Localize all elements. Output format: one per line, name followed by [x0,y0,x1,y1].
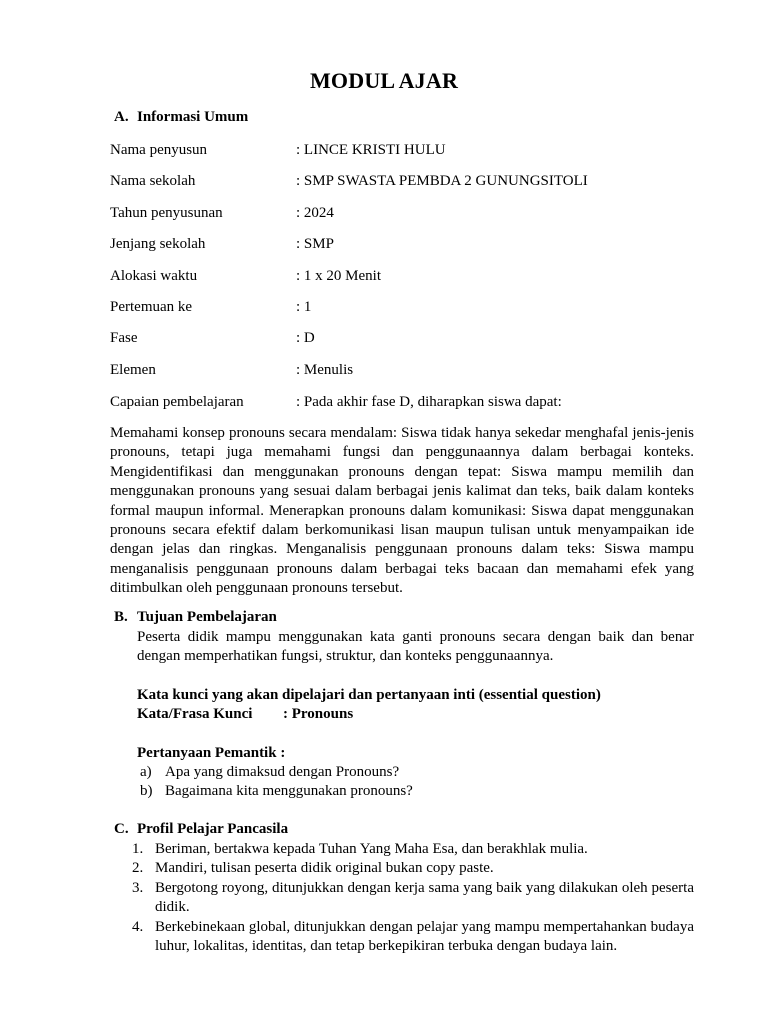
section-b-title: Tujuan Pembelajaran [137,609,277,625]
list-item [128,918,694,957]
list-item [128,859,694,878]
question-item [140,783,413,800]
info-label: Nama penyusun [110,142,208,158]
section-c-heading [114,821,288,838]
info-label: Elemen [110,362,156,378]
info-label: Tahun penyusunan [110,205,223,221]
info-value: : 1 x 20 Menit [296,268,381,284]
info-value: : 2024 [296,205,334,221]
info-value: : Pada akhir fase D, diharapkan siswa dapat: [296,394,562,410]
section-b-heading [114,609,277,626]
list-text: Beriman, bertakwa kepada Tuhan Yang Maha Esa, dan berakhlak mulia. [155,841,588,857]
info-label: Jenjang sekolah [110,236,206,252]
list-item [128,840,694,859]
keyword-heading: Kata kunci yang akan dipelajari dan pertanyaan inti (essential question) [137,687,601,703]
info-label: Alokasi waktu [110,268,198,284]
question-marker: b) [140,783,153,799]
list-text: Bergotong royong, ditunjukkan dengan kerja sama yang baik yang dilakukan oleh peserta didik. [155,879,694,916]
question-marker: a) [140,764,152,780]
list-number: 4. [132,918,144,935]
question-item [140,764,399,781]
info-value: : SMP SWASTA PEMBDA 2 GUNUNGSITOLI [296,173,588,189]
question-text: Bagaimana kita menggunakan pronouns? [165,783,413,799]
info-value: : SMP [296,236,334,252]
tujuan-text: Peserta didik mampu menggunakan kata ganti pronouns secara dengan baik dan benar dengan memperhatikan fungsi, struktur, dan konteks penggunaannya. [137,629,694,665]
section-a-title: Informasi Umum [137,109,249,125]
info-value: : Menulis [296,362,354,378]
keyword-value: : Pronouns [283,706,354,722]
info-label: Capaian pembelajaran [110,394,244,410]
keyword-row [137,706,353,723]
section-a-heading [114,109,248,126]
keyword-label: Kata/Frasa Kunci [137,706,253,722]
info-value: : D [296,330,315,346]
list-number: 2. [132,860,144,877]
list-text: Mandiri, tulisan peserta didik original bukan copy paste. [155,860,494,877]
section-c-title: Profil Pelajar Pancasila [137,821,289,837]
list-number: 1. [132,841,144,857]
list-number: 3. [132,879,144,896]
info-label: Nama sekolah [110,173,196,189]
info-label: Fase [110,330,138,346]
section-b-number: B. [114,609,128,625]
list-text: Berkebinekaan global, ditunjukkan dengan pelajar yang mampu mempertahankan budaya luhur, lokalitas, identitas, dan tetap berkepikiran terbuka dengan budaya lain. [155,918,694,955]
section-c-number: C. [114,821,129,837]
document-title: MODUL AJAR [309,68,459,93]
question-text: Apa yang dimaksud dengan Pronouns? [165,764,400,780]
info-value: : LINCE KRISTI HULU [296,142,446,158]
info-label: Pertemuan ke [110,299,193,315]
list-item [128,879,694,918]
profil-list [128,840,694,956]
capaian-paragraph: Memahami konsep pronouns secara mendalam: Siswa tidak hanya sekedar menghafal jenis-jenis pronouns, tetapi juga memahami fungsi dan penggunaannya dalam berbagai konteks. Mengidentifikasi dan menggunakan pronouns dengan tepat: Siswa mampu memilih dan menggunakan pronouns yang sesuai dalam berbagai jenis kalimat dan teks, baik dalam konteks formal maupun informal. Menerapkan pronouns dalam komunikasi: Siswa dapat menggunakan pronouns secara efektif dalam berkomunikasi lisan maupun tulisan untuk menyampaikan ide dengan jelas dan ringkas. Menganalisis penggunaan pronouns dalam teks: Siswa mampu menganalisis penggunaan pronouns dalam berbagai teks bacaan dan memahami efek yang ditimbulkan oleh penggunaan pronouns tersebut. [110,425,694,597]
section-a-number: A. [114,109,129,125]
info-value: : 1 [296,299,312,315]
question-heading: Pertanyaan Pemantik : [137,745,286,761]
